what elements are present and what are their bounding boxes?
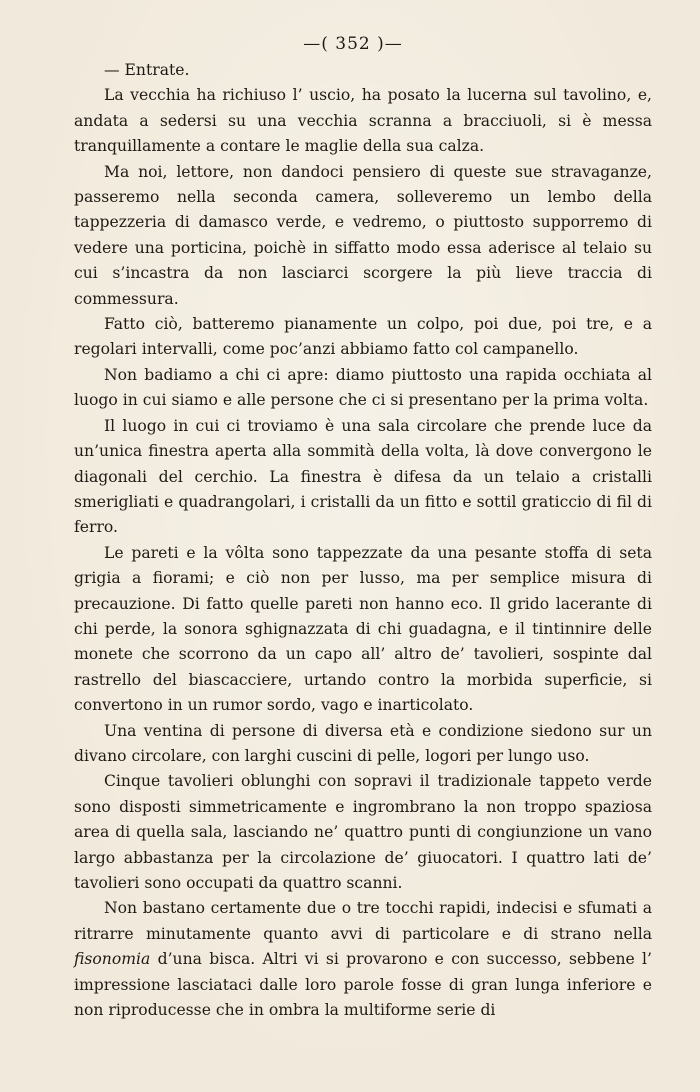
- paragraph-4: Fatto ciò, batteremo pianamente un colpo, poi due, poi tre, e a regolari intervalli, come poc’anzi abbiamo fatto col campanello.: [74, 315, 652, 359]
- paragraph-2: La vecchia ha richiuso l’ uscio, ha posato la lucerna sul tavolino, e, andata a sedersi su una vecchia scranna a bracciuoli, si è messa tranquillamente a contare le maglie della sua calza.: [74, 86, 652, 156]
- paragraph-10: [74, 896, 652, 1023]
- paragraph-1: — Entrate.: [104, 61, 190, 79]
- paragraph-6: Il luogo in cui ci troviamo è una sala circolare che prende luce da un’unica finestra aperta alla sommità della volta, là dove convergono le diagonali del cerchio. La finestra è difesa da un telaio a cristalli smerigliati e quadrangolari, i cristalli da un fitto e sottil graticcio di fil di ferro.: [74, 416, 652, 537]
- page-number: —( 352 )—: [303, 34, 403, 54]
- italic-term: fisonomia: [74, 950, 151, 969]
- paragraph-8: Una ventina di persone di diversa età e condizione siedono sur un divano circolare, con larghi cuscini di pelle, logori per lungo uso.: [74, 721, 652, 765]
- paragraph-10-text-a: Non bastano certamente due o tre tocchi rapidi, indecisi e sfumati a ritrarre minutamente quanto avvi di particolare e di strano nella: [74, 899, 652, 943]
- page-body: [74, 58, 652, 1023]
- paragraph-9: Cinque tavolieri oblunghi con sopravi il tradizionale tappeto verde sono disposti simmetricamente e ingrombrano la non troppo spaziosa area di quella sala, lasciando ne’ quattro punti di congiunzione un vano largo abbastanza per la circolazione de’ giuocatori. I quattro lati de’ tavolieri sono occupati da quattro scanni.: [74, 772, 652, 892]
- paragraph-5: Non badiamo a chi ci apre: diamo piuttosto una rapida occhiata al luogo in cui siamo e alle persone che ci si presentano per la prima volta.: [74, 365, 652, 410]
- paragraph-3: Ma noi, lettore, non dandoci pensiero di queste sue stravaganze, passeremo nella seconda camera, solleveremo un lembo della tappezzeria di damasco verde, e vedremo, o piuttosto supporremo di vedere una porticina, poichè in siffatto modo essa aderisce al telaio su cui s’incastra da non lasciarci scorgere la più lieve traccia di commessura.: [74, 162, 652, 308]
- paragraph-7: Le pareti e la vôlta sono tappezzate da una pesante stoffa di seta grigia a fiorami; e ciò non per lusso, ma per semplice misura di precauzione. Di fatto quelle pareti non hanno eco. Il grido lacerante di chi perde, la sonora sghignazzata di chi guadagna, e il tintinnire delle monete che scorrono da un capo all’ altro de’ tavolieri, sospinte dal rastrello del biascacciere, urtando contro la morbida superficie, si convertono in un rumor sordo, vago e inarticolato.: [74, 543, 652, 715]
- paragraph-10-text-b: d’una bisca. Altri vi si provarono e con successo, sebbene l’ impressione lasciataci dalle loro parole fosse di gran lunga inferiore e non riproducesse che in ombra la multiforme serie di: [74, 950, 652, 1020]
